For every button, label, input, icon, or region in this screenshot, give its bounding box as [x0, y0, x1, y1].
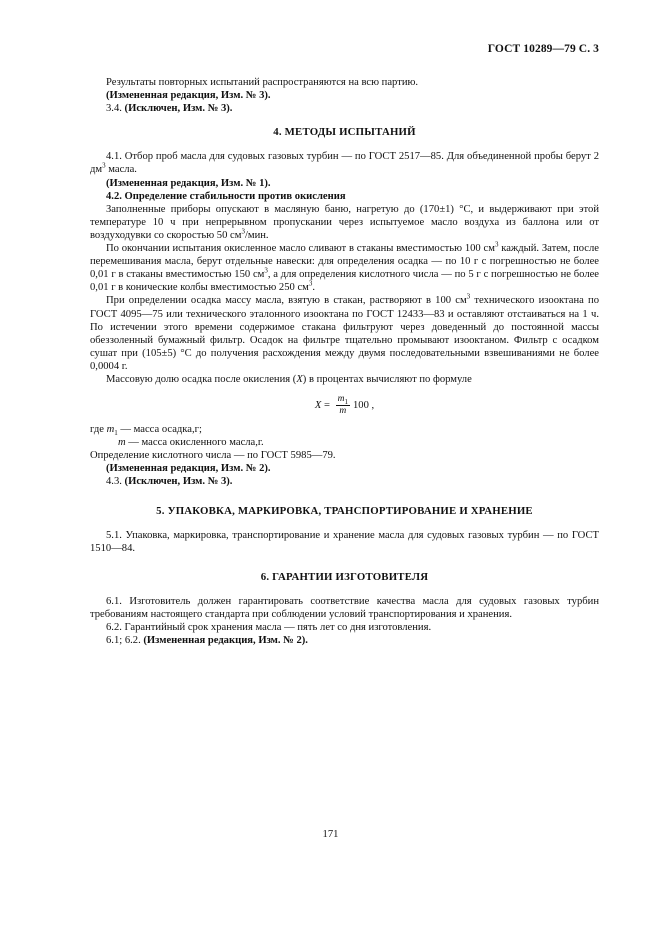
amendment-note: (Исключен, Изм. № 3). — [124, 103, 233, 115]
paragraph — [90, 242, 599, 294]
paragraph: Результаты повторных испытаний распространяются на всю партию. — [106, 77, 419, 88]
numerator-var: m — [337, 393, 345, 404]
subscript: 1 — [344, 397, 348, 406]
text-span: По окончании испытания окисленное масло сливают в стаканы вместимостью 100 см — [106, 243, 495, 255]
text-span: 4.1. Отбор проб масла для судовых газовых турбин — по ГОСТ 2517—85. Для объединенной пробы берут 2 дм — [90, 151, 599, 176]
text-span: /мин. — [244, 229, 269, 241]
clause-3-4 — [90, 102, 599, 115]
clause-6-1: 6.1. Изготовитель должен гарантировать соответствие качества масла для судовых газовых турбин требованиям настоящего стандарта при соблюдении условий транспортирования и хранения. — [90, 595, 599, 620]
text-span: . — [312, 282, 316, 294]
paragraph: Определение кислотного числа — по ГОСТ 5985—79. — [90, 450, 336, 462]
clause-number: 6.1; 6.2. — [106, 635, 141, 647]
where-line-1 — [90, 423, 599, 436]
superscript: 3 — [241, 227, 245, 236]
amendment-note: (Измененная редакция, Изм. № 3). — [106, 90, 271, 102]
superscript: 3 — [494, 240, 499, 249]
text-span: — масса окисленного масла,г. — [125, 437, 264, 449]
text-span: — масса осадка,г; — [117, 424, 202, 436]
formula — [90, 391, 599, 419]
formula-multiplier: 100 — [352, 399, 369, 411]
text-span: Заполненные приборы опускают в масляную баню, нагретую до (170±1) °С, и выдерживают при этой температуре 10 ч при непрерывном пропускании через испытуемое масло воздуха из баллона или от воздуходувки со скоростью 50 см — [90, 203, 599, 241]
variable: m — [106, 424, 115, 436]
page-header: ГОСТ 10289—79 С. 3 — [487, 43, 599, 55]
clause-6-2: 6.2. Гарантийный срок хранения масла — пять лет со дня изготовления. — [106, 622, 432, 634]
paragraph — [90, 294, 599, 373]
section-heading-5: 5. УПАКОВКА, МАРКИРОВКА, ТРАНСПОРТИРОВАНИЕ И ХРАНЕНИЕ — [156, 504, 533, 517]
text-span: технического изооктана по ГОСТ 4095—75 или технического эталонного изооктана по ГОСТ 12433—83 и оставляют отстаиваться на 1 ч. По истечении этого времени содержимое стакана фильтруют через доведенный до постоянной массы обеззоленный бумажный фильтр. Осадок на фильтре тщательно промывают изооктаном. Фильтр с осадком сушат при (105±5) °С до получения расхождения между двумя последовательными взвешиваниями не более 0,0004 г. — [90, 295, 600, 372]
formula-fraction — [336, 394, 350, 417]
text-span: каждый. Затем, после перемешивания масла, берут отдельные навески: для определения осадка — по 10 г с погрешностью не более 0,01 г в стаканы вместимостью 150 см — [90, 243, 599, 281]
where-line-2 — [90, 436, 599, 449]
section-heading-4: 4. МЕТОДЫ ИСПЫТАНИЙ — [273, 126, 416, 139]
document-body — [90, 76, 599, 647]
clause-number: 4.3. — [106, 476, 122, 488]
text-span: , а для определения кислотного числа — по 5 г с погрешностью не более 0,01 г в конические колбы вместимостью 250 см — [90, 269, 600, 294]
text-span: Массовую долю осадка после окисления ( — [106, 373, 297, 385]
clause-4-3 — [90, 475, 599, 488]
superscript: 3 — [264, 266, 268, 275]
superscript: 3 — [308, 279, 313, 288]
text-span: где — [90, 424, 107, 436]
superscript: 3 — [466, 292, 471, 301]
amendment-note: (Измененная редакция, Изм. № 1). — [106, 177, 271, 189]
variable: X — [296, 373, 303, 385]
superscript: 3 — [102, 161, 106, 170]
section-heading-6: 6. ГАРАНТИИ ИЗГОТОВИТЕЛЯ — [260, 570, 429, 583]
clause-5-1: 5.1. Упаковка, маркировка, транспортирование и хранение масла для судовых газовых турбин — по ГОСТ 1510—84. — [90, 529, 599, 554]
variable: m — [118, 437, 126, 449]
text-span: При определении осадка массу масла, взятую в стакан, растворяют в 100 см — [106, 295, 467, 307]
subscript: 1 — [114, 429, 118, 438]
text-span: ) в процентах вычисляют по формуле — [302, 373, 472, 385]
paragraph — [90, 203, 599, 242]
fraction-numerator — [336, 394, 350, 406]
page-number: 171 — [322, 829, 339, 840]
formula-lhs: X — [314, 399, 322, 411]
clause-4-1 — [90, 150, 599, 176]
clause-4-2-title: 4.2. Определение стабильности против окисления — [106, 190, 346, 202]
formula-tail: , — [368, 399, 375, 411]
amendment-note: (Исключен, Изм. № 3). — [124, 476, 233, 488]
amendment-note: (Измененная редакция, Изм. № 2). — [143, 635, 308, 647]
clause-6-amendment — [90, 634, 599, 647]
paragraph — [90, 373, 599, 386]
amendment-note: (Измененная редакция, Изм. № 2). — [106, 463, 271, 475]
text-span: масла. — [105, 164, 137, 176]
formula-equals: = — [321, 399, 333, 411]
clause-number: 3.4. — [106, 103, 122, 115]
fraction-denominator: m — [339, 405, 347, 416]
